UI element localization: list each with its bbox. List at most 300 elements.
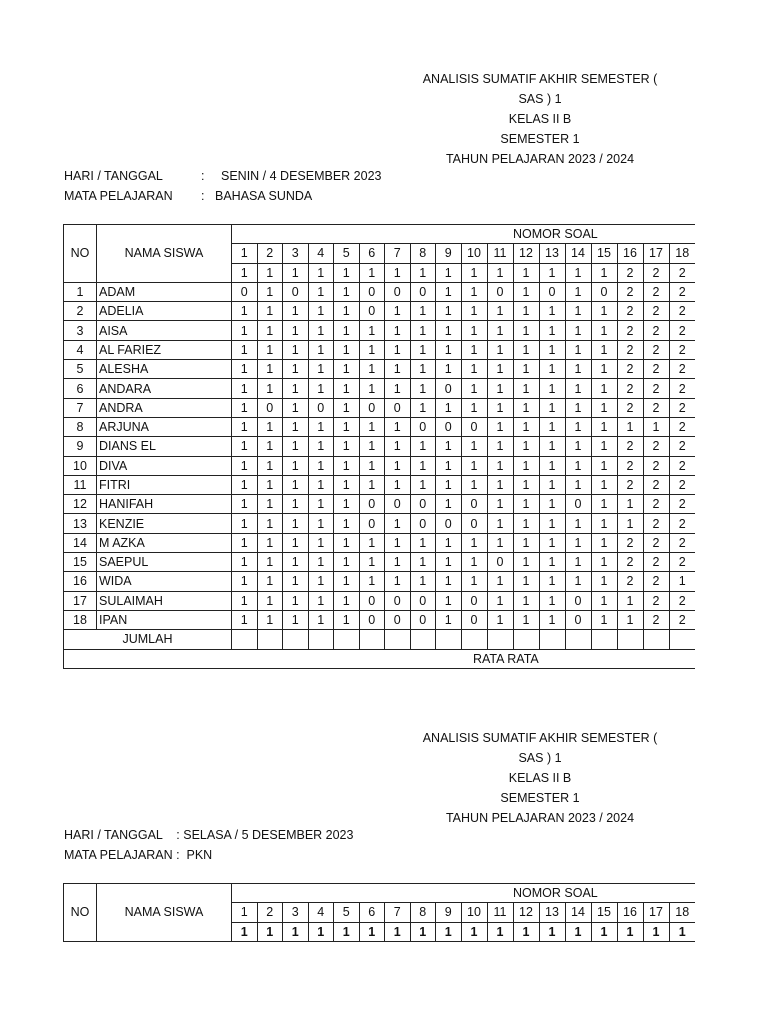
score-cell: 1	[591, 495, 617, 514]
question-weight: 1	[283, 263, 309, 282]
student-name: HANIFAH	[97, 495, 232, 514]
score-cell: 1	[385, 572, 411, 591]
score-cell: 1	[308, 591, 334, 610]
score-cell: 1	[308, 572, 334, 591]
question-weight: 1	[461, 922, 487, 941]
score-cell: 1	[385, 379, 411, 398]
score-cell: 0	[487, 282, 513, 301]
score-cell: 1	[487, 398, 513, 417]
student-number: 11	[64, 475, 97, 494]
score-cell: 2	[617, 533, 643, 552]
score-cell: 1	[436, 495, 462, 514]
score-cell: 1	[257, 514, 283, 533]
score-cell: 0	[461, 591, 487, 610]
score-cell: 2	[669, 495, 695, 514]
score-cell: 1	[410, 572, 436, 591]
score-cell: 2	[617, 379, 643, 398]
score-cell: 2	[617, 340, 643, 359]
score-cell: 2	[617, 360, 643, 379]
score-cell: 1	[513, 514, 539, 533]
score-cell: 1	[436, 340, 462, 359]
question-number: 11	[487, 244, 513, 263]
student-name: ANDARA	[97, 379, 232, 398]
meta-date-label: HARI / TANGGAL	[64, 169, 163, 183]
meta-subject-value: BAHASA SUNDA	[215, 189, 313, 203]
header-year: TAHUN PELAJARAN 2023 / 2024	[445, 152, 635, 166]
meta-date-row: HARI / TANGGAL : SELASA / 5 DESEMBER 2023	[64, 828, 354, 842]
score-cell: 1	[385, 553, 411, 572]
score-cell: 1	[257, 282, 283, 301]
table-row	[64, 379, 696, 398]
question-weight: 1	[257, 263, 283, 282]
score-cell: 1	[461, 302, 487, 321]
score-cell: 1	[283, 340, 309, 359]
score-cell: 2	[669, 360, 695, 379]
question-weight: 1	[308, 263, 334, 282]
score-cell: 1	[232, 553, 258, 572]
score-cell: 1	[334, 417, 360, 436]
score-cell: 1	[565, 340, 591, 359]
meta-date-value: SENIN / 4 DESEMBER 2023	[221, 169, 382, 183]
score-cell: 1	[436, 475, 462, 494]
question-number: 16	[617, 903, 643, 922]
score-cell: 1	[232, 302, 258, 321]
question-number: 17	[643, 903, 669, 922]
score-cell: 1	[513, 553, 539, 572]
question-number: 12	[513, 244, 539, 263]
score-cell: 1	[565, 475, 591, 494]
score-cell: 1	[565, 360, 591, 379]
student-name: ADELIA	[97, 302, 232, 321]
total-cell	[487, 630, 513, 649]
score-cell: 1	[283, 514, 309, 533]
document-header-2	[414, 728, 666, 828]
score-cell: 1	[283, 495, 309, 514]
score-cell: 0	[257, 398, 283, 417]
score-cell: 1	[232, 533, 258, 552]
score-cell: 1	[539, 340, 565, 359]
score-cell: 1	[257, 475, 283, 494]
score-cell: 1	[232, 437, 258, 456]
score-cell: 1	[565, 398, 591, 417]
score-cell: 2	[643, 514, 669, 533]
score-cell: 1	[539, 514, 565, 533]
total-cell	[283, 630, 309, 649]
col-no-header: NO	[64, 884, 97, 942]
score-cell: 1	[539, 379, 565, 398]
student-number: 7	[64, 398, 97, 417]
score-cell: 1	[513, 360, 539, 379]
total-cell	[257, 630, 283, 649]
score-cell: 1	[308, 475, 334, 494]
meta-subject-colon: :	[201, 189, 205, 203]
score-cell: 1	[513, 340, 539, 359]
student-number: 17	[64, 591, 97, 610]
question-weight: 1	[308, 922, 334, 941]
score-cell: 2	[643, 340, 669, 359]
score-cell: 1	[359, 340, 385, 359]
table-row	[64, 282, 696, 301]
score-cell: 2	[617, 321, 643, 340]
score-cell: 1	[334, 456, 360, 475]
score-cell: 1	[308, 514, 334, 533]
question-number: 2	[257, 244, 283, 263]
score-cell: 1	[461, 360, 487, 379]
score-cell: 1	[591, 321, 617, 340]
score-cell: 2	[643, 302, 669, 321]
score-cell: 1	[461, 282, 487, 301]
score-cell: 2	[669, 340, 695, 359]
student-name: KENZIE	[97, 514, 232, 533]
question-number: 15	[591, 903, 617, 922]
score-cell: 1	[359, 553, 385, 572]
score-cell: 1	[257, 533, 283, 552]
score-cell: 1	[257, 572, 283, 591]
score-cell: 0	[436, 514, 462, 533]
score-cell: 1	[410, 475, 436, 494]
score-cell: 2	[643, 437, 669, 456]
question-weight: 1	[410, 263, 436, 282]
score-cell: 2	[643, 398, 669, 417]
score-cell: 1	[257, 379, 283, 398]
score-cell: 1	[385, 533, 411, 552]
score-cell: 0	[385, 591, 411, 610]
score-cell: 1	[334, 321, 360, 340]
score-cell: 1	[461, 533, 487, 552]
score-cell: 1	[232, 360, 258, 379]
table-row	[64, 360, 696, 379]
header-class: KELAS II B	[508, 112, 572, 126]
student-number: 1	[64, 282, 97, 301]
score-cell: 2	[669, 533, 695, 552]
score-cell: 1	[232, 495, 258, 514]
total-cell	[436, 630, 462, 649]
score-cell: 1	[359, 417, 385, 436]
question-number: 6	[359, 244, 385, 263]
question-number: 18	[669, 244, 695, 263]
score-cell: 1	[487, 360, 513, 379]
score-cell: 1	[232, 514, 258, 533]
score-cell: 1	[513, 533, 539, 552]
score-cell: 1	[591, 340, 617, 359]
average-label: RATA RATA	[64, 649, 696, 668]
score-cell: 2	[643, 475, 669, 494]
table-row	[64, 553, 696, 572]
score-cell: 1	[232, 398, 258, 417]
score-cell: 1	[385, 340, 411, 359]
score-cell: 1	[257, 321, 283, 340]
student-name: WIDA	[97, 572, 232, 591]
student-number: 18	[64, 610, 97, 629]
total-cell	[385, 630, 411, 649]
score-cell: 1	[436, 610, 462, 629]
student-name: AL FARIEZ	[97, 340, 232, 359]
score-cell: 1	[334, 437, 360, 456]
score-cell: 2	[643, 610, 669, 629]
question-number: 7	[385, 244, 411, 263]
score-cell: 1	[591, 360, 617, 379]
student-name: SULAIMAH	[97, 591, 232, 610]
score-cell: 1	[385, 514, 411, 533]
score-cell: 1	[283, 379, 309, 398]
score-cell: 1	[385, 360, 411, 379]
score-table-2	[63, 883, 695, 942]
score-cell: 1	[539, 475, 565, 494]
score-cell: 1	[334, 553, 360, 572]
score-cell: 2	[669, 437, 695, 456]
question-number: 1	[232, 244, 258, 263]
score-cell: 0	[308, 398, 334, 417]
score-cell: 1	[410, 340, 436, 359]
score-cell: 2	[669, 553, 695, 572]
question-weight: 1	[385, 922, 411, 941]
score-cell: 1	[539, 572, 565, 591]
score-cell: 1	[565, 514, 591, 533]
score-cell: 1	[283, 360, 309, 379]
score-cell: 0	[410, 282, 436, 301]
score-cell: 1	[539, 533, 565, 552]
student-number: 14	[64, 533, 97, 552]
score-cell: 1	[385, 302, 411, 321]
score-cell: 1	[487, 302, 513, 321]
score-cell: 1	[669, 572, 695, 591]
score-cell: 1	[308, 302, 334, 321]
col-no-header: NO	[64, 225, 97, 283]
question-number: 4	[308, 903, 334, 922]
score-cell: 1	[565, 572, 591, 591]
table-row	[64, 437, 696, 456]
score-cell: 2	[617, 302, 643, 321]
score-cell: 1	[539, 321, 565, 340]
score-cell: 2	[617, 475, 643, 494]
score-cell: 1	[308, 360, 334, 379]
total-cell	[308, 630, 334, 649]
total-cell	[591, 630, 617, 649]
score-cell: 1	[257, 360, 283, 379]
score-cell: 1	[565, 456, 591, 475]
score-cell: 1	[283, 591, 309, 610]
question-number: 7	[385, 903, 411, 922]
table-row	[64, 572, 696, 591]
score-cell: 1	[436, 572, 462, 591]
score-cell: 1	[257, 553, 283, 572]
score-cell: 2	[643, 572, 669, 591]
score-cell: 1	[539, 456, 565, 475]
question-number-header: NOMOR SOAL	[232, 884, 696, 903]
score-cell: 1	[617, 514, 643, 533]
question-weight: 1	[565, 922, 591, 941]
score-cell: 1	[283, 572, 309, 591]
score-cell: 1	[565, 321, 591, 340]
question-weight: 1	[513, 263, 539, 282]
question-number: 8	[410, 903, 436, 922]
score-cell: 1	[436, 591, 462, 610]
question-number: 8	[410, 244, 436, 263]
score-cell: 1	[257, 302, 283, 321]
score-cell: 1	[308, 379, 334, 398]
score-cell: 2	[669, 417, 695, 436]
total-cell	[334, 630, 360, 649]
student-number: 9	[64, 437, 97, 456]
score-cell: 2	[669, 302, 695, 321]
score-cell: 1	[308, 456, 334, 475]
total-cell	[565, 630, 591, 649]
score-cell: 0	[359, 398, 385, 417]
score-cell: 1	[308, 340, 334, 359]
student-number: 6	[64, 379, 97, 398]
meta-subject-row: MATA PELAJARAN : PKN	[64, 848, 213, 862]
score-cell: 1	[436, 302, 462, 321]
score-cell: 1	[513, 495, 539, 514]
score-cell: 1	[565, 302, 591, 321]
score-cell: 1	[436, 437, 462, 456]
student-name: DIANS EL	[97, 437, 232, 456]
score-cell: 0	[385, 610, 411, 629]
table-row	[64, 417, 696, 436]
score-cell: 1	[591, 533, 617, 552]
question-weight: 1	[283, 922, 309, 941]
score-cell: 0	[410, 495, 436, 514]
question-number: 13	[539, 244, 565, 263]
table-row	[64, 398, 696, 417]
score-cell: 1	[283, 321, 309, 340]
score-cell: 0	[461, 495, 487, 514]
question-number: 12	[513, 903, 539, 922]
score-cell: 1	[513, 379, 539, 398]
question-weight: 1	[461, 263, 487, 282]
col-name-header: NAMA SISWA	[97, 884, 232, 942]
score-cell: 1	[308, 417, 334, 436]
score-cell: 1	[410, 360, 436, 379]
question-weight: 1	[617, 922, 643, 941]
score-cell: 1	[591, 475, 617, 494]
score-cell: 0	[410, 610, 436, 629]
score-cell: 1	[487, 379, 513, 398]
score-cell: 2	[669, 321, 695, 340]
score-cell: 1	[410, 553, 436, 572]
student-number: 8	[64, 417, 97, 436]
student-number: 13	[64, 514, 97, 533]
score-cell: 1	[513, 282, 539, 301]
meta-date-row	[64, 166, 381, 186]
score-cell: 1	[487, 533, 513, 552]
score-cell: 1	[257, 495, 283, 514]
score-cell: 1	[487, 610, 513, 629]
score-cell: 1	[565, 437, 591, 456]
col-name-header: NAMA SISWA	[97, 225, 232, 283]
score-cell: 1	[565, 417, 591, 436]
question-number: 9	[436, 903, 462, 922]
question-number: 3	[283, 244, 309, 263]
score-cell: 2	[617, 572, 643, 591]
question-weight: 1	[643, 922, 669, 941]
score-cell: 1	[539, 437, 565, 456]
score-cell: 2	[643, 360, 669, 379]
student-number: 15	[64, 553, 97, 572]
score-cell: 1	[334, 591, 360, 610]
score-cell: 1	[334, 302, 360, 321]
score-cell: 1	[283, 417, 309, 436]
score-cell: 1	[513, 437, 539, 456]
question-number: 13	[539, 903, 565, 922]
question-number: 9	[436, 244, 462, 263]
score-cell: 1	[283, 456, 309, 475]
score-cell: 1	[617, 610, 643, 629]
score-cell: 1	[461, 553, 487, 572]
student-number: 10	[64, 456, 97, 475]
question-number: 18	[669, 903, 695, 922]
question-weight: 1	[565, 263, 591, 282]
question-weight: 1	[591, 263, 617, 282]
score-cell: 1	[591, 379, 617, 398]
score-cell: 1	[513, 475, 539, 494]
question-weight: 1	[232, 263, 258, 282]
question-number: 4	[308, 244, 334, 263]
table-row	[64, 495, 696, 514]
question-weight: 1	[232, 922, 258, 941]
score-cell: 2	[643, 282, 669, 301]
total-cell	[513, 630, 539, 649]
total-cell	[643, 630, 669, 649]
score-cell: 0	[539, 282, 565, 301]
total-cell	[232, 630, 258, 649]
score-cell: 2	[669, 591, 695, 610]
score-cell: 1	[232, 475, 258, 494]
table-row	[64, 591, 696, 610]
score-cell: 1	[257, 340, 283, 359]
score-cell: 1	[232, 591, 258, 610]
question-number: 5	[334, 903, 360, 922]
score-cell: 1	[591, 417, 617, 436]
score-cell: 0	[385, 282, 411, 301]
header-row	[64, 225, 696, 244]
score-cell: 1	[487, 591, 513, 610]
score-cell: 0	[461, 610, 487, 629]
score-cell: 2	[617, 553, 643, 572]
score-cell: 1	[487, 514, 513, 533]
score-cell: 1	[410, 533, 436, 552]
score-cell: 1	[539, 302, 565, 321]
score-cell: 1	[539, 553, 565, 572]
score-cell: 1	[308, 553, 334, 572]
question-weight: 1	[334, 922, 360, 941]
student-number: 2	[64, 302, 97, 321]
score-cell: 1	[591, 553, 617, 572]
header-class: KELAS II B	[508, 771, 572, 785]
score-cell: 1	[461, 398, 487, 417]
total-cell	[539, 630, 565, 649]
table-row	[64, 533, 696, 552]
question-number: 2	[257, 903, 283, 922]
score-cell: 0	[591, 282, 617, 301]
score-cell: 2	[669, 610, 695, 629]
score-cell: 2	[617, 398, 643, 417]
score-cell: 1	[539, 610, 565, 629]
score-cell: 0	[359, 302, 385, 321]
score-cell: 1	[385, 417, 411, 436]
score-cell: 1	[334, 495, 360, 514]
score-cell: 2	[643, 591, 669, 610]
score-cell: 1	[385, 437, 411, 456]
score-cell: 1	[410, 321, 436, 340]
student-name: DIVA	[97, 456, 232, 475]
score-cell: 1	[539, 591, 565, 610]
score-cell: 1	[308, 533, 334, 552]
header-year: TAHUN PELAJARAN 2023 / 2024	[445, 811, 635, 825]
score-table-1	[63, 224, 695, 669]
score-cell: 1	[257, 417, 283, 436]
score-cell: 1	[591, 456, 617, 475]
